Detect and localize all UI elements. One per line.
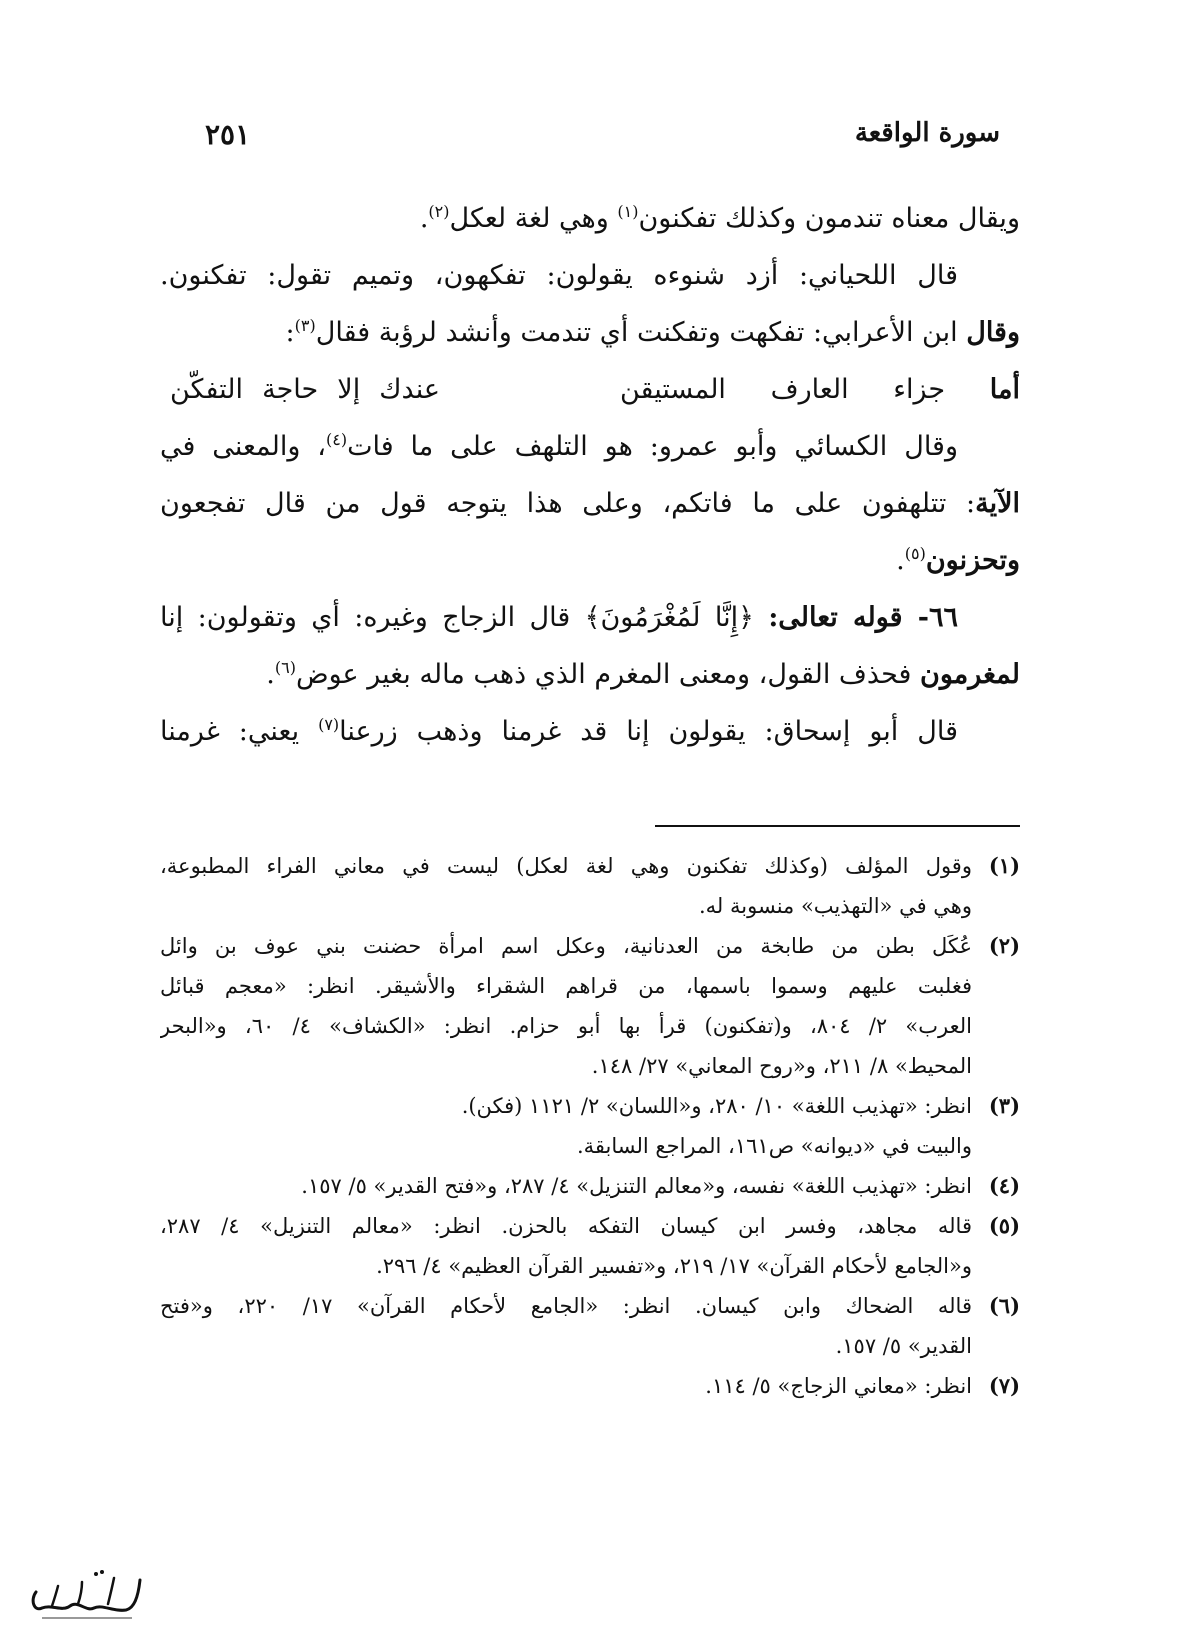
footnote-number: (٣) <box>988 1093 1020 1118</box>
paragraph-4-line-3: وتحزنون$^{(٥)}$. <box>896 544 1020 576</box>
quran-quote: ﴿إِنَّا لَمُغْرَمُونَ﴾ <box>584 602 769 633</box>
footnote-ref-3[interactable]: (٣) <box>294 316 316 335</box>
footnote-ref-6[interactable]: (٦) <box>274 658 296 677</box>
footnote-2: (٢) عُكَل بطن من طابخة من العدنانية، وعكل اسم امرأة حضنت بني عوف بن وائل فغلبت عليهم وسموا باسمها، من قراهم الشقراء والأشيقر. انظر: «معجم قبائل العرب» ٢/ ٨٠٤، و(تفكنون) قرأ بها أبو حزام. انظر: «الكشاف» ٤/ ٦٠، و«البحر المحيط» ٨/ ٢١١، و«روح المعاني» ٢٧/ ١٤٨. <box>160 926 1020 1086</box>
footnote-number: (٤) <box>988 1173 1020 1198</box>
paragraph-4-line-1: وقال الكسائي وأبو عمرو: هو التلهف على ما فات$^{(٤)}$، والمعنى في <box>160 430 958 462</box>
footnote-ref-7[interactable]: (٧) <box>318 715 340 734</box>
footnote-7: (٧) انظر: «معاني الزجاج» ٥/ ١١٤. <box>160 1366 1020 1406</box>
footnote-6: (٦) قاله الضحاك وابن كيسان. انظر: «الجامع لأحكام القرآن» ١٧/ ٢٢٠، و«فتح القدير» ٥/ ١٥٧. <box>160 1286 1020 1366</box>
footnote-ref-4[interactable]: (٤) <box>325 430 348 449</box>
main-text <box>160 190 1020 760</box>
footnote-number: (١) <box>988 853 1020 878</box>
footnote-number: (٥) <box>988 1213 1020 1238</box>
footnote-divider <box>655 825 1020 827</box>
poetry-verse <box>160 361 1020 418</box>
paragraph-2: قال اللحياني: أزد شنوءه يقولون: تفكهون، وتميم تقول: تفكنون. <box>160 260 958 291</box>
paragraph-6: قال أبو إسحاق: يقولون إنا قد غرمنا وذهب زرعنا$^{(٧)}$ يعني: غرمنا <box>160 715 959 747</box>
page-header <box>0 118 1185 158</box>
footnote-number: (٦) <box>988 1293 1020 1318</box>
footnote-3: (٣) انظر: «تهذيب اللغة» ١٠/ ٢٨٠، و«اللسان» ٢/ ١١٢١ (فكن). والبيت في «ديوانه» ص١٦١، المراجع السابقة. <box>160 1086 1020 1166</box>
paragraph-1: ويقال معناه تندمون وكذلك تفكنون$^{(١)}$ وهي لغة لعكل$^{(٢)}$. <box>419 202 1020 234</box>
footnote-1: (١) وقول المؤلف (وكذلك تفكنون وهي لغة لعكل) ليست في معاني الفراء المطبوعة، وهي في «التهذيب» منسوبة له. <box>160 846 1020 926</box>
paragraph-3: وقال ابن الأعرابي: تفكهت وتفكنت أي تندمت وأنشد لرؤبة فقال$^{(٣)}$: <box>285 316 1020 348</box>
footnote-4: (٤) انظر: «تهذيب اللغة» نفسه، و«معالم التنزيل» ٤/ ٢٨٧، و«فتح القدير» ٥/ ١٥٧. <box>160 1166 1020 1206</box>
paragraph-4-line-2: الآية: تتلهفون على ما فاتكم، وعلى هذا يتوجه قول من قال تفجعون <box>160 488 1020 519</box>
footnote-ref-2[interactable]: (٢) <box>428 202 450 221</box>
footnote-ref-1[interactable]: (١) <box>617 202 639 221</box>
footnote-number: (٧) <box>988 1373 1020 1398</box>
page-number: ٢٥١ <box>205 118 251 151</box>
paragraph-5-line-1: ٦٦- قوله تعالى: ﴿إِنَّا لَمُغْرَمُونَ﴾ قال الزجاج وغيره: أي وتقولون: إنا <box>160 602 958 633</box>
footnote-ref-5[interactable]: (٥) <box>904 544 926 563</box>
surah-title: سورة الواقعة <box>854 118 1000 148</box>
footnote-5: (٥) قاله مجاهد، وفسر ابن كيسان التفكه بالحزن. انظر: «معالم التنزيل» ٤/ ٢٨٧، و«الجامع لأحكام القرآن» ١٧/ ٢١٩، و«تفسير القرآن العظيم» ٤/ ٢٩٦. <box>160 1206 1020 1286</box>
paragraph-5-line-2: لمغرمون فحذف القول، ومعنى المغرم الذي ذهب ماله بغير عوض$^{(٦)}$. <box>266 658 1020 690</box>
verse-hemistich-1: أما جزاء العارف المستيقن <box>620 374 1020 405</box>
calligraphy-logo-icon <box>22 1560 152 1630</box>
verse-hemistich-2: عندك إلا حاجة التفكّن <box>170 374 440 405</box>
footnote-number: (٢) <box>988 933 1020 958</box>
footnotes <box>160 846 1020 1406</box>
